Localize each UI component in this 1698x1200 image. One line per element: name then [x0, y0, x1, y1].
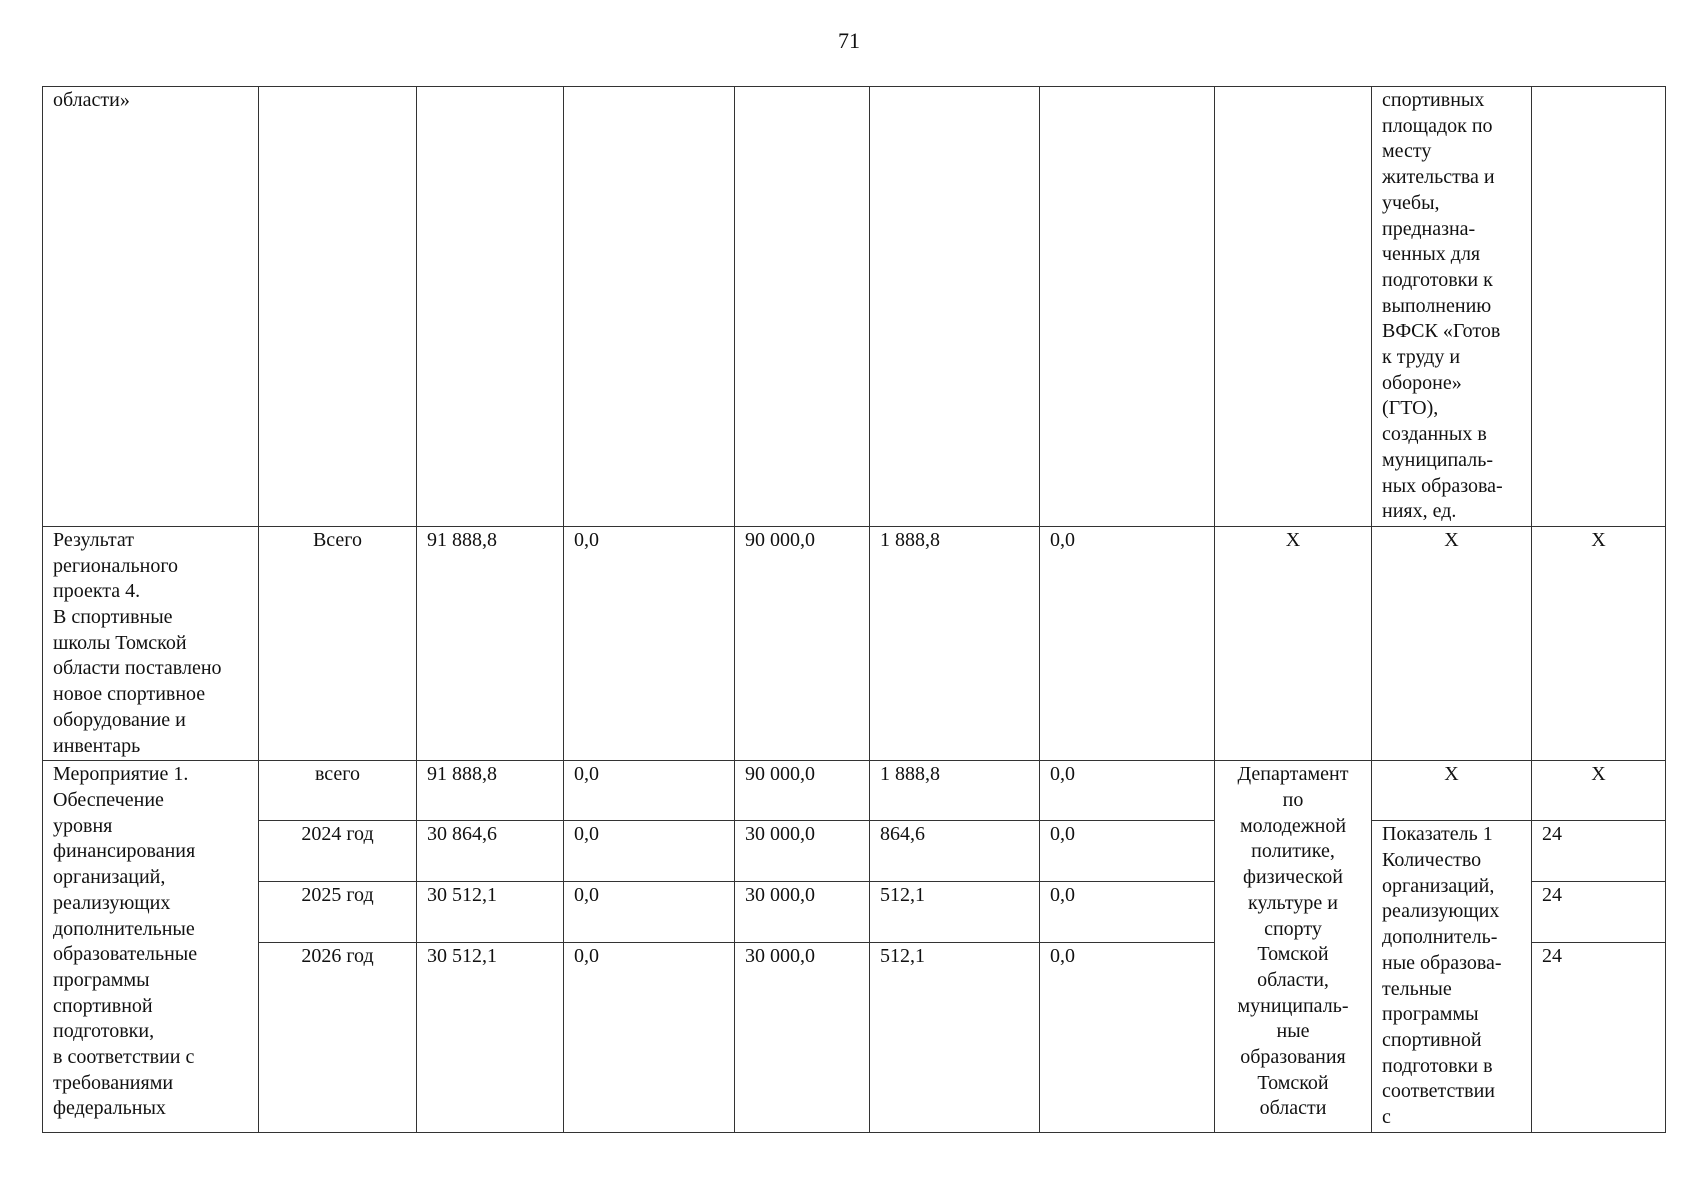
indicator-cell: Х — [1372, 526, 1532, 760]
regional-cell: 30 000,0 — [735, 942, 870, 1132]
local-cell: 1 888,8 — [870, 526, 1040, 760]
local-cell: 1 888,8 — [870, 761, 1040, 821]
table-row — [43, 821, 1666, 882]
total-cell: 30 512,1 — [417, 942, 564, 1132]
value-cell: Х — [1532, 526, 1666, 760]
indicator-cell: спортивных площадок по месту жительства и учебы, предназна- ченных для подготовки к выполнению ВФСК «Готов к труду и обороне» (ГТО), созданных в муниципаль- ных образова- ниях, ед. — [1372, 87, 1532, 527]
value-cell: 24 — [1532, 942, 1666, 1132]
regional-cell: 90 000,0 — [735, 526, 870, 760]
name-cell: Мероприятие 1. Обеспечение уровня финансирования организаций, реализующих дополнительные образовательные программы спортивной подготовки, в соответствии с требованиями федеральных — [43, 761, 259, 1132]
total-cell: 30 512,1 — [417, 881, 564, 942]
total-cell: 91 888,8 — [417, 526, 564, 760]
table-row — [43, 526, 1666, 760]
local-cell: 512,1 — [870, 942, 1040, 1132]
extra-cell: 0,0 — [1040, 761, 1215, 821]
regional-cell: 90 000,0 — [735, 761, 870, 821]
extra-cell: 0,0 — [1040, 821, 1215, 882]
indicator-cell: Х — [1372, 761, 1532, 821]
extra-cell: 0,0 — [1040, 942, 1215, 1132]
regional-cell: 30 000,0 — [735, 881, 870, 942]
value-cell: 24 — [1532, 821, 1666, 882]
local-cell: 864,6 — [870, 821, 1040, 882]
table-row — [43, 761, 1666, 821]
federal-cell: 0,0 — [564, 942, 735, 1132]
name-cell: Результат регионального проекта 4. В спортивные школы Томской области поставлено новое спортивное оборудование и инвентарь — [43, 526, 259, 760]
local-cell: 512,1 — [870, 881, 1040, 942]
page-number: 71 — [838, 28, 860, 53]
table-row — [43, 87, 1666, 527]
federal-cell: 0,0 — [564, 821, 735, 882]
value-cell: 24 — [1532, 881, 1666, 942]
name-cell: области» — [43, 87, 259, 527]
federal-cell: 0,0 — [564, 881, 735, 942]
extra-cell: 0,0 — [1040, 526, 1215, 760]
federal-cell: 0,0 — [564, 526, 735, 760]
period-cell: Всего — [259, 526, 417, 760]
period-cell: 2026 год — [259, 942, 417, 1132]
total-cell: 30 864,6 — [417, 821, 564, 882]
program-financing-table — [42, 86, 1666, 1133]
federal-cell: 0,0 — [564, 761, 735, 821]
value-cell: Х — [1532, 761, 1666, 821]
total-cell: 91 888,8 — [417, 761, 564, 821]
period-cell: 2024 год — [259, 821, 417, 882]
indicator-cell: Показатель 1 Количество организаций, реализующих дополнитель- ные образова- тельные программы спортивной подготовки в соответствии с — [1372, 821, 1532, 1132]
period-cell: всего — [259, 761, 417, 821]
executor-cell: Х — [1215, 526, 1372, 760]
extra-cell: 0,0 — [1040, 881, 1215, 942]
executor-cell: Департамент по молодежной политике, физической культуре и спорту Томской области, муниципаль- ные образования Томской области — [1215, 761, 1372, 1132]
regional-cell: 30 000,0 — [735, 821, 870, 882]
period-cell: 2025 год — [259, 881, 417, 942]
